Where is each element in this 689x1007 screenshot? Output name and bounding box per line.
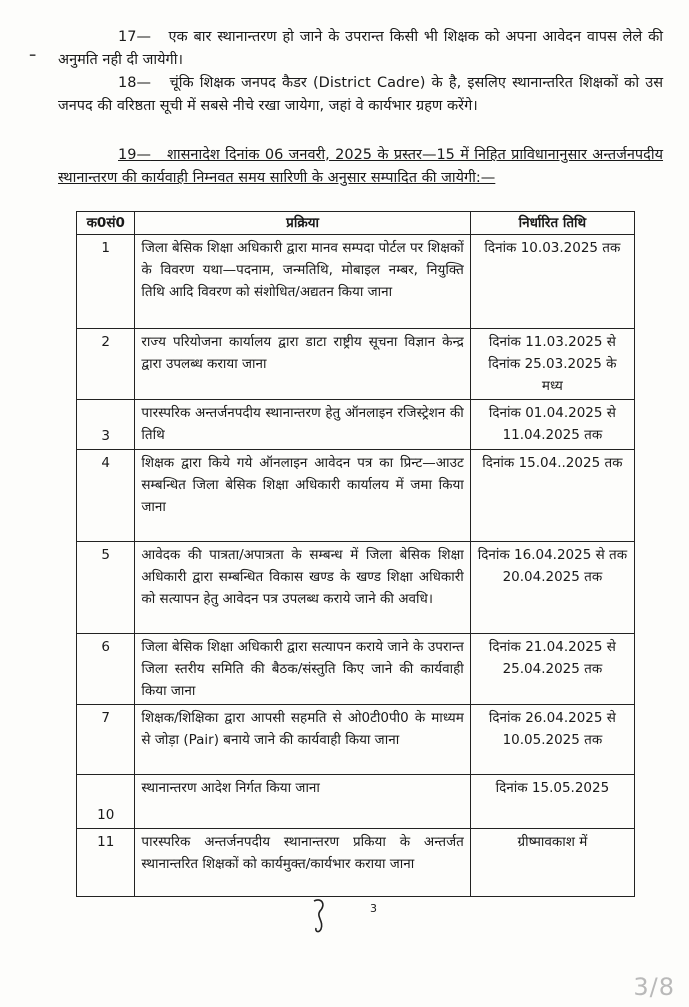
paragraph-17-number: 17— [118,29,151,45]
table-row [77,450,635,542]
row-process: जिला बेसिक शिक्षा अधिकारी द्वारा सत्यापन कराये जाने के उपरान्त जिला स्तरीय समिति की बैठक/संस्तुति किए जाने की कार्यवाही किया जाना [135,634,470,705]
paragraph-18 [58,72,663,118]
row-process: पारस्परिक अन्तर्जनपदीय स्थानान्तरण हेतु ऑनलाइन रजिस्ट्रेशन की तिथि [135,400,470,450]
row-serial: 3 [77,400,135,450]
row-process: पारस्परिक अन्तर्जनपदीय स्थानान्तरण प्रकिया के अन्तर्जत स्थानान्तरित शिक्षकों को कार्यमुक्त/कार्यभार कराया जाना [135,829,470,897]
header-process: प्रक्रिया [135,212,470,235]
table-row [77,775,635,829]
row-date: दिनांक 01.04.2025 से 11.04.2025 तक [470,400,634,450]
schedule-table [76,211,635,897]
table-header-row [77,212,635,235]
row-process: शिक्षक/शिक्षिका द्वारा आपसी सहमति से ओ0टी0पी0 के माध्यम से जोड़ा (Pair) बनाये जाने की कार्यवाही किया जाना [135,705,470,775]
signature-mark [310,895,330,935]
row-date: दिनांक 21.04.2025 से 25.04.2025 तक [470,634,634,705]
table-row [77,542,635,634]
header-date: निर्धारित तिथि [470,212,634,235]
row-process: राज्य परियोजना कार्यालय द्वारा डाटा राष्ट्रीय सूचना विज्ञान केन्द्र द्वारा उपलब्ध कराया जाना [135,329,470,400]
row-process: स्थानान्तरण आदेश निर्गत किया जाना [135,775,470,829]
row-serial: 7 [77,705,135,775]
paragraph-17-text: एक बार स्थानान्तरण हो जाने के उपरान्त किसी भी शिक्षक को अपना आवेदन वापस लेले की अनुमति नही दी जायेगी। [58,29,663,68]
row-date: दिनांक 10.03.2025 तक [470,235,634,329]
row-date: दिनांक 11.03.2025 से दिनांक 25.03.2025 के मध्य [470,329,634,400]
row-serial: 2 [77,329,135,400]
table-row [77,329,635,400]
table-row [77,634,635,705]
paragraph-19 [58,144,663,190]
page-number: 3 [370,902,377,915]
row-date: दिनांक 16.04.2025 से तक 20.04.2025 तक [470,542,634,634]
row-serial: 1 [77,235,135,329]
margin-mark: ـ [30,40,36,61]
header-serial: क0सं0 [77,212,135,235]
row-date: दिनांक 15.05.2025 [470,775,634,829]
paragraph-19-text: शासनादेश दिनांक 06 जनवरी, 2025 के प्रस्तर—15 में निहित प्राविधानानुसार अन्तर्जनपदीय स्थानान्तरण की कार्यवाही निम्नवत समय सारिणी के अनुसार सम्पादित की जायेगी:— [58,147,664,186]
paragraph-17 [58,26,663,72]
row-serial: 4 [77,450,135,542]
table-row [77,400,635,450]
row-serial: 10 [77,775,135,829]
row-date: दिनांक 26.04.2025 से 10.05.2025 तक [470,705,634,775]
row-process: आवेदक की पात्रता/अपात्रता के सम्बन्ध में जिला बेसिक शिक्षा अधिकारी द्वारा सम्बन्धित विकास खण्ड के खण्ड शिक्षा अधिकारी को सत्यापन हेतु आवेदन पत्र उपलब्ध कराये जाने की अवधि। [135,542,470,634]
table-row [77,235,635,329]
row-serial: 5 [77,542,135,634]
row-date: ग्रीष्मावकाश में [470,829,634,897]
paragraph-18-number: 18— [118,75,151,91]
table-row [77,705,635,775]
row-date: दिनांक 15.04..2025 तक [470,450,634,542]
row-process: शिक्षक द्वारा किये गये ऑनलाइन आवेदन पत्र का प्रिन्ट—आउट सम्बन्धित जिला बेसिक शिक्षा अधिकारी कार्यालय में जमा किया जाना [135,450,470,542]
paragraph-19-number: 19— [118,147,151,163]
paragraph-18-text: चूंकि शिक्षक जनपद कैडर (District Cadre) के है, इसलिए स्थानान्तरित शिक्षकों को उस जनपद की वरिष्ठता सूची में सबसे नीचे रखा जायेगा, जहां वे कार्यभार ग्रहण करेंगे। [58,75,664,114]
viewer-page-indicator: 3/8 [633,973,675,1001]
row-process: जिला बेसिक शिक्षा अधिकारी द्वारा मानव सम्पदा पोर्टल पर शिक्षकों के विवरण यथा—पदनाम, जन्मतिथि, मोबाइल नम्बर, नियुक्ति तिथि आदि विवरण को संशोधित/अद्यतन किया जाना [135,235,470,329]
table-row [77,829,635,897]
row-serial: 11 [77,829,135,897]
row-serial: 6 [77,634,135,705]
